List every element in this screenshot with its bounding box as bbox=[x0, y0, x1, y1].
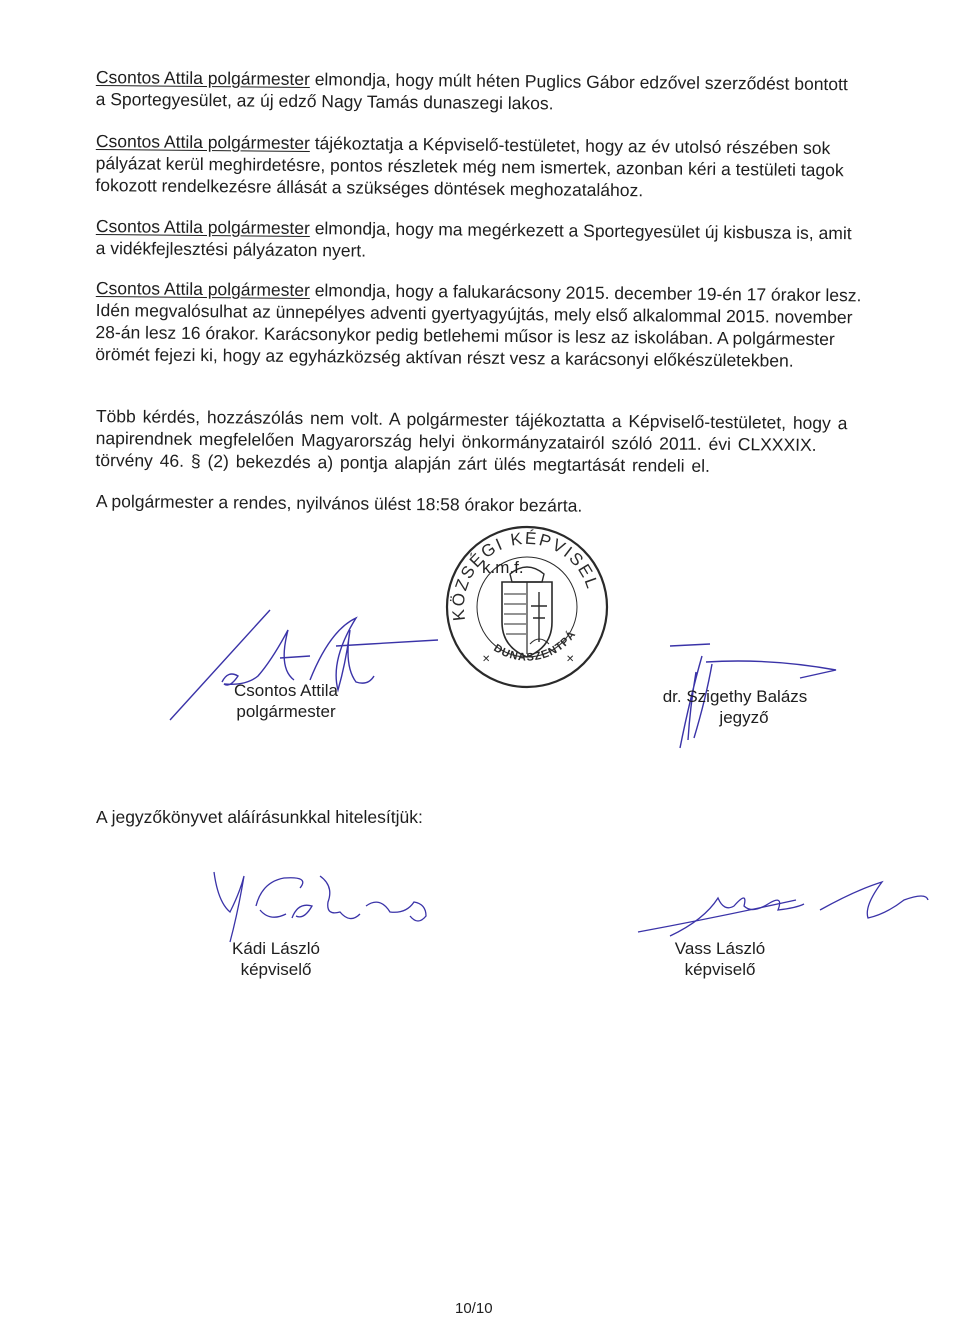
text-line: 28-án lesz 16 órakor. Karácsonykor pedig betlehemi műsor is lesz az iskolában. A polgármester bbox=[95, 321, 835, 350]
mayor-reference: Csontos Attila polgármester bbox=[95, 277, 310, 301]
rep1-title: képviselő bbox=[240, 960, 312, 979]
rep2-name: Vass László bbox=[674, 939, 766, 958]
stamp-text-top: KÖZSÉGI KÉPVISELŐTESTÜLET bbox=[448, 528, 603, 622]
text-line: pályázat kerül meghirdetésre, pontos részletek még nem ismertek, azonban kéri a testületi tagok bbox=[95, 152, 844, 181]
rep1-name: Kádi László bbox=[232, 939, 320, 958]
mayor-title: polgármester bbox=[236, 702, 336, 721]
svg-text:✕: ✕ bbox=[482, 654, 491, 665]
kmf-label: k.m.f. bbox=[482, 558, 524, 577]
paragraph-authentication bbox=[96, 806, 423, 828]
notary-title: jegyző bbox=[719, 708, 769, 727]
mayor-reference: Csontos Attila polgármester bbox=[95, 66, 310, 90]
official-stamp bbox=[442, 522, 612, 692]
paragraph-closed-session bbox=[95, 405, 847, 478]
text-line: napirendnek megfelelően Magyarország helyi önkormányzatairól szóló 2011. évi CLXXXIX. bbox=[95, 427, 817, 455]
text-line: tájékoztatja a Képviselő-testületet, hogy az év utolsó részében sok bbox=[309, 133, 831, 159]
text-line: A jegyzőkönyvet aláírásunkkal hitelesítjük: bbox=[96, 807, 423, 827]
text-line: A polgármester a rendes, nyilvános ülést 18:58 órakor bezárta. bbox=[95, 490, 583, 516]
paragraph-closing bbox=[96, 490, 583, 517]
text-line: örömét fejezi ki, hogy az egyházközség aktívan részt vesz a karácsonyi előkészületekben. bbox=[95, 343, 794, 371]
text-line: a Sportegyesület, az új edző Nagy Tamás dunaszegi lakos. bbox=[95, 88, 554, 114]
rep1-signature-block bbox=[216, 938, 336, 980]
mayor-name: Csontos Attila bbox=[234, 681, 338, 700]
text-line: Idén megvalósulhat az ünnepélyes adventi gyertyagyújtás, mely első alkalommal 2015. november bbox=[95, 299, 853, 328]
text-line: a vidékfejlesztési pályázaton nyert. bbox=[95, 237, 367, 261]
rep2-signature-block bbox=[660, 938, 780, 980]
mayor-signature-block bbox=[206, 680, 366, 722]
rep2-title: képviselő bbox=[684, 960, 756, 979]
stamp-text-bottom: DUNASZENTPÁ bbox=[491, 628, 579, 664]
mayor-reference: Csontos Attila polgármester bbox=[95, 130, 310, 154]
coat-of-arms-icon bbox=[502, 567, 552, 657]
text-line: elmondja, hogy ma megérkezett a Sportegyesület új kisbusza is, amit bbox=[309, 218, 852, 244]
paragraph-tenders bbox=[95, 130, 844, 203]
notary-name: dr. Szigethy Balázs bbox=[662, 687, 808, 706]
text-line: Több kérdés, hozzászólás nem volt. A polgármester tájékoztatta a Képviselő-testületet, hogy a bbox=[95, 405, 848, 434]
notary-signature-block bbox=[650, 686, 820, 728]
paragraph-coach-change bbox=[96, 66, 848, 117]
paragraph-minibus bbox=[96, 215, 852, 266]
mayor-reference: Csontos Attila polgármester bbox=[95, 215, 310, 239]
svg-text:✕: ✕ bbox=[566, 654, 575, 665]
text-line: fokozott rendelkezésre állását a szükséges döntések meghozatalához. bbox=[95, 174, 644, 201]
text-line: törvény 46. § (2) bekezdés a) pontja alapján zárt ülés megtartását rendeli el. bbox=[95, 449, 711, 476]
text-line: elmondja, hogy a falukarácsony 2015. december 19-én 17 órakor lesz. bbox=[309, 280, 862, 306]
page-number: 10/10 bbox=[455, 1300, 493, 1317]
text-line: elmondja, hogy múlt héten Puglics Gábor edzővel szerződést bontott bbox=[309, 69, 848, 95]
paragraph-christmas bbox=[95, 277, 861, 372]
